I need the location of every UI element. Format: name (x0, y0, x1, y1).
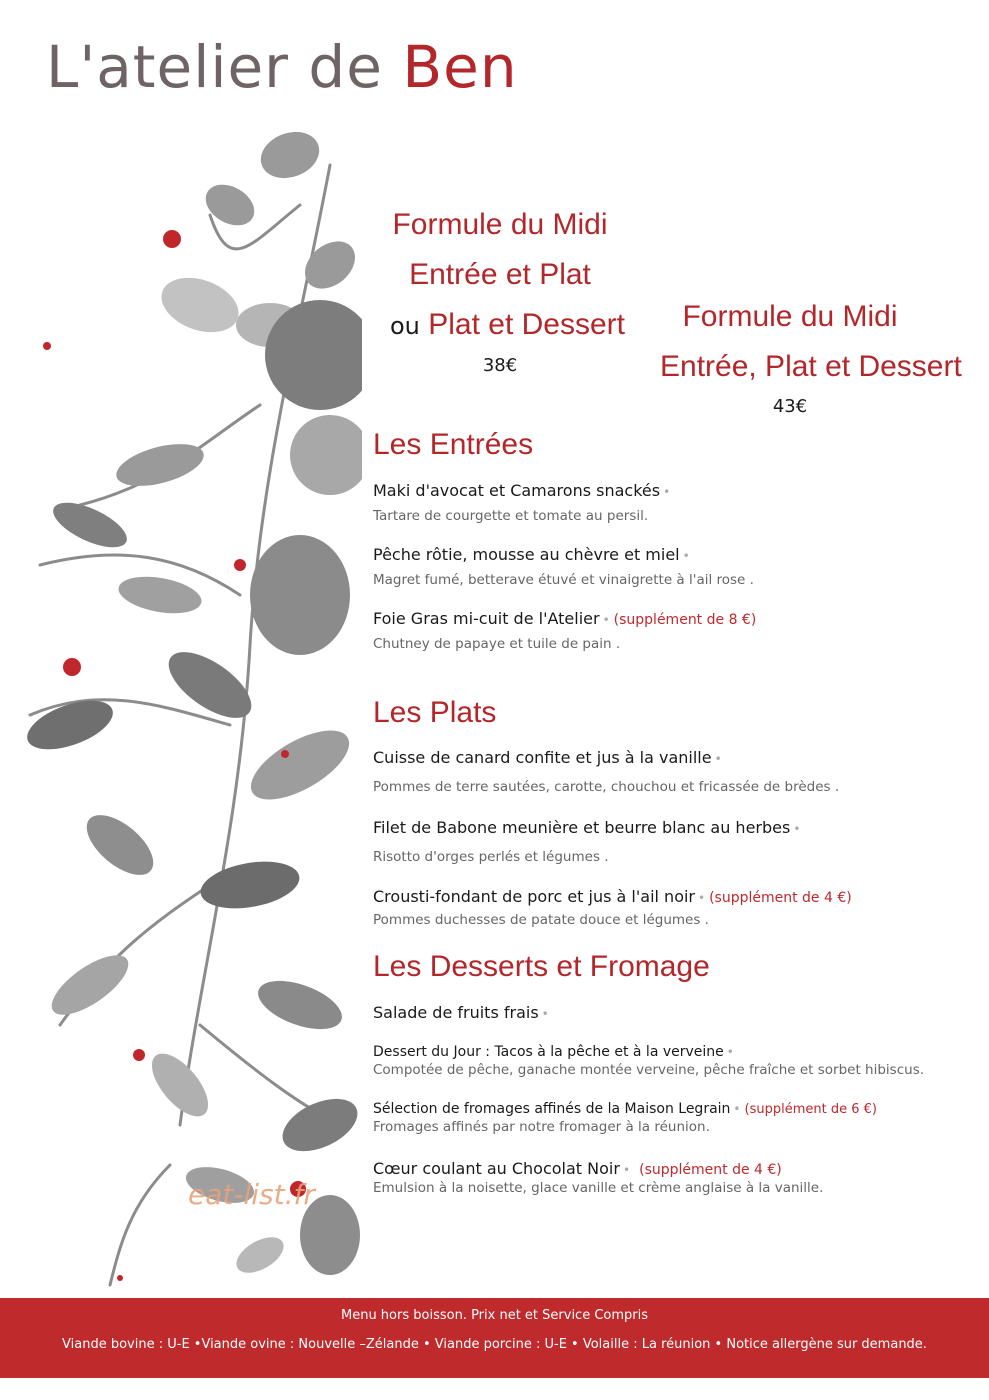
formula-midi-1 (390, 200, 625, 376)
bullet: • (541, 1007, 549, 1021)
item-description: Pommes duchesses de patate douce et légumes . (373, 912, 709, 928)
item-name (373, 818, 973, 837)
item-name-text: Maki d'avocat et Camarons snackés (373, 481, 661, 500)
bullet: • (714, 752, 722, 766)
section-title-plats: Les Plats (373, 696, 497, 729)
formula-2-price: 43€ (772, 396, 808, 417)
menu-item-plat-3 (373, 887, 973, 928)
item-name-text: Cuisse de canard confite et jus à la vanille (373, 748, 712, 767)
bullet: • (733, 1102, 741, 1116)
leaf-decoration (0, 125, 362, 1300)
item-description: Pommes de terre sautées, carotte, chouchou et fricassée de brèdes . (373, 779, 840, 795)
item-description: Risotto d'orges perlés et légumes . (373, 849, 609, 865)
menu-item-entree-1 (373, 481, 973, 524)
menu-item-plat-1 (373, 748, 973, 795)
item-name-text: Pêche rôtie, mousse au chèvre et miel (373, 545, 680, 564)
formula-1-line1: Formule du Midi (392, 208, 608, 241)
formula-2-line1: Formule du Midi (682, 300, 898, 333)
item-name-text: Foie Gras mi-cuit de l'Atelier (373, 609, 600, 628)
menu-item-plat-2 (373, 818, 973, 865)
item-name (373, 748, 973, 767)
section-title-desserts: Les Desserts et Fromage (373, 950, 710, 983)
item-name-text: Sélection de fromages affinés de la Maison Legrain (373, 1101, 731, 1117)
item-name (373, 1101, 973, 1117)
bullet: • (663, 485, 671, 499)
item-name-text: Filet de Babone meunière et beurre blanc au herbes (373, 818, 791, 837)
bullet: • (698, 891, 706, 905)
item-description: Compotée de pêche, ganache montée verveine, pêche fraîche et sorbet hibiscus. (373, 1062, 925, 1078)
bullet: • (793, 822, 801, 836)
footer-banner (0, 1298, 989, 1378)
restaurant-title (46, 33, 518, 101)
item-name-text: Cœur coulant au Chocolat Noir (373, 1159, 620, 1178)
item-description: Chutney de papaye et tuile de pain . (373, 636, 621, 652)
item-name (373, 887, 973, 906)
footer-note: Menu hors boisson. Prix net et Service Compris (340, 1308, 649, 1323)
formula-1-price: 38€ (482, 355, 518, 376)
formula-midi-2 (660, 292, 962, 417)
item-description: Emulsion à la noisette, glace vanille et crème anglaise à la vanille. (373, 1180, 824, 1196)
section-title-entrees: Les Entrées (373, 428, 534, 461)
item-name (373, 609, 973, 628)
item-name (373, 1003, 973, 1022)
menu-item-entree-3 (373, 609, 973, 652)
supplement-badge: (supplément de 8 €) (613, 612, 757, 628)
menu-item-dessert-3 (373, 1101, 973, 1135)
item-name-text: Dessert du Jour : Tacos à la pêche et à la verveine (373, 1044, 724, 1060)
title-part-1: L'atelier de (46, 33, 383, 101)
item-description: Magret fumé, betterave étuvé et vinaigrette à l'ail rose . (373, 572, 754, 588)
menu-item-dessert-2 (373, 1044, 973, 1078)
bullet: • (602, 613, 610, 627)
item-name (373, 1044, 973, 1060)
bullet: • (622, 1163, 631, 1177)
item-name (373, 481, 973, 500)
bullet: • (726, 1045, 734, 1059)
item-description: Fromages affinés par notre fromager à la réunion. (373, 1119, 710, 1135)
item-description: Tartare de courgette et tomate au persil. (373, 508, 649, 524)
formula-2-line2: Entrée, Plat et Dessert (660, 350, 962, 383)
formula-1-line3-wrap (390, 300, 625, 351)
menu-item-dessert-4 (373, 1159, 973, 1196)
formula-1-line2: Entrée et Plat (409, 258, 591, 291)
supplement-badge: (supplément de 4 €) (709, 890, 852, 906)
footer-origins: Viande bovine : U-E •Viande ovine : Nouvelle –Zélande • Viande porcine : U-E • Volaille : La réunion • Notice allergène sur demande. (62, 1337, 927, 1352)
menu-item-dessert-1 (373, 1003, 973, 1022)
item-name-text: Crousti-fondant de porc et jus à l'ail noir (373, 887, 695, 906)
item-name (373, 545, 973, 564)
formula-1-connector: ou (390, 312, 420, 340)
item-name-text: Salade de fruits frais (373, 1003, 539, 1022)
formula-1-line3: Plat et Dessert (428, 308, 625, 341)
watermark: eat-list.fr (188, 1178, 315, 1211)
title-part-2: Ben (402, 33, 518, 101)
menu-item-entree-2 (373, 545, 973, 588)
item-name (373, 1159, 973, 1178)
bullet: • (682, 549, 690, 563)
supplement-badge: (supplément de 4 €) (639, 1162, 782, 1178)
supplement-badge: (supplément de 6 €) (744, 1102, 877, 1117)
